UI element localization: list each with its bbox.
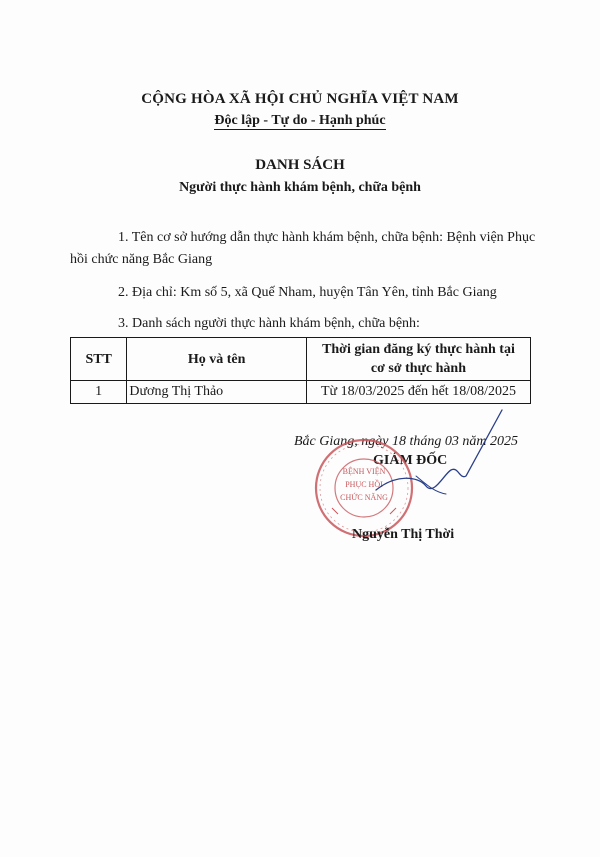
svg-text:BỆNH VIỆN: BỆNH VIỆN bbox=[342, 467, 386, 476]
svg-text:PHỤC HỒI: PHỤC HỒI bbox=[345, 480, 383, 489]
header-name: Họ và tên bbox=[127, 338, 307, 381]
table-header-row bbox=[71, 338, 531, 381]
national-title: CỘNG HÒA XÃ HỘI CHỦ NGHĨA VIỆT NAM bbox=[141, 91, 459, 107]
address-paragraph: 2. Địa chỉ: Km số 5, xã Quế Nham, huyện Tân Yên, tỉnh Bắc Giang bbox=[118, 285, 497, 300]
table-row bbox=[71, 381, 531, 404]
list-intro-paragraph: 3. Danh sách người thực hành khám bệnh, chữa bệnh: bbox=[118, 316, 420, 331]
practitioner-table bbox=[70, 337, 531, 404]
row-stt: 1 bbox=[71, 381, 127, 404]
header-stt: STT bbox=[71, 338, 127, 381]
facility-paragraph: 1. Tên cơ sở hướng dẫn thực hành khám bệnh, chữa bệnh: Bệnh viện Phục hồi chức năng Bắc Giang bbox=[70, 230, 536, 267]
document-title: DANH SÁCH bbox=[255, 157, 345, 173]
header-time bbox=[306, 338, 530, 381]
signer-name: Nguyễn Thị Thời bbox=[352, 527, 455, 542]
document-subtitle: Người thực hành khám bệnh, chữa bệnh bbox=[179, 180, 421, 195]
row-name: Dương Thị Thảo bbox=[127, 381, 307, 404]
header-time-line2: cơ sở thực hành bbox=[370, 361, 466, 376]
signature-place-date: Bắc Giang, ngày 18 tháng 03 năm 2025 bbox=[294, 434, 518, 449]
header-time-line1: Thời gian đăng ký thực hành tại bbox=[322, 342, 515, 357]
svg-text:CHỨC NĂNG: CHỨC NĂNG bbox=[340, 493, 388, 502]
handwritten-signature bbox=[356, 404, 506, 528]
motto-text: Độc lập - Tự do - Hạnh phúc bbox=[214, 113, 386, 128]
signer-role: GIÁM ĐỐC bbox=[373, 453, 448, 468]
row-period: Từ 18/03/2025 đến hết 18/08/2025 bbox=[306, 381, 530, 404]
motto bbox=[0, 111, 600, 129]
